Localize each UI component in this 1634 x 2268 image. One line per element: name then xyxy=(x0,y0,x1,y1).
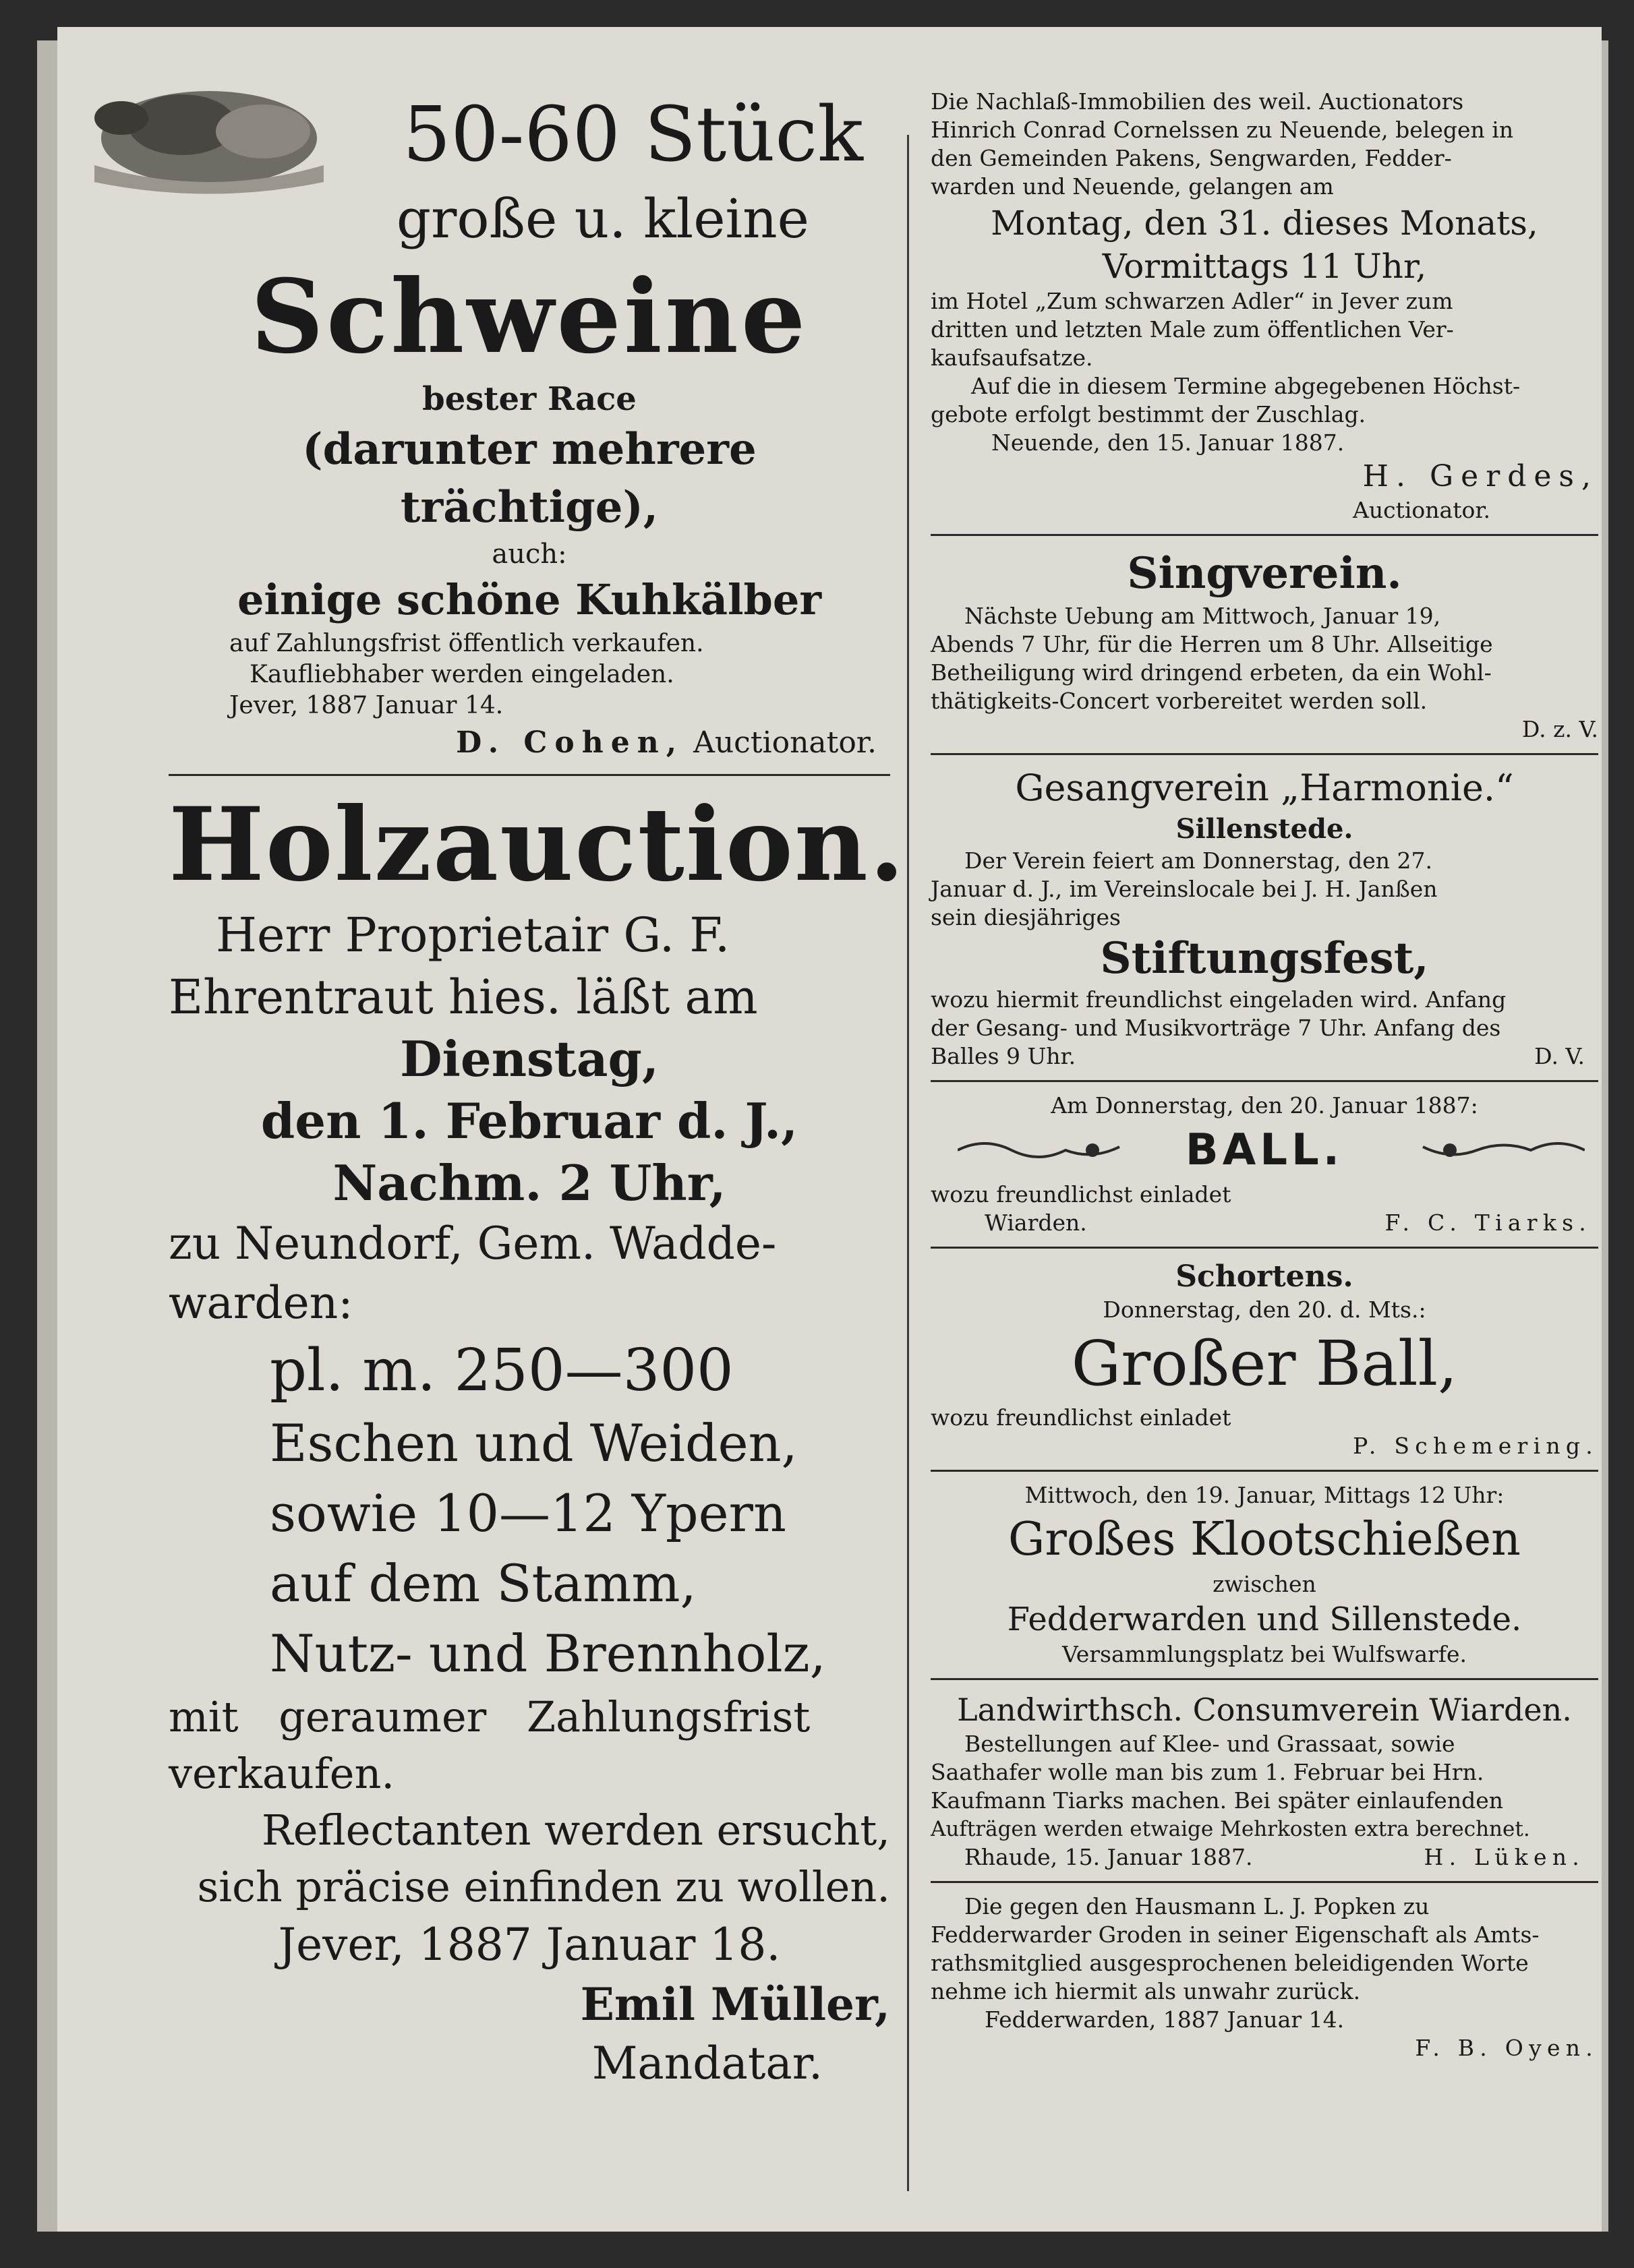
estate-auction-ad xyxy=(931,88,1598,525)
ball-ad xyxy=(931,1092,1598,1237)
ad-line: wozu hiermit freundlichst eingeladen wird. Anfang xyxy=(931,986,1507,1013)
ad-line: Januar d. J., im Vereinslocale bei J. H. Janßen xyxy=(931,876,1438,902)
ornament-left-icon xyxy=(958,1133,1126,1167)
ad-line: Aufträgen werden etwaige Mehrkosten extra berechnet. xyxy=(931,1817,1530,1841)
ad-place: Schortens. xyxy=(1175,1259,1353,1294)
pig-auction-ad xyxy=(169,88,890,765)
ad-date: Vormittags 11 Uhr, xyxy=(1102,247,1427,286)
ad-signature: Emil Müller, xyxy=(580,1978,890,2031)
ad-line: Nutz- und Brennholz, xyxy=(270,1623,826,1683)
ad-role: Auctionator. xyxy=(1353,497,1490,523)
ad-line: (darunter mehrere trächtige), xyxy=(302,424,757,533)
headline: 50-60 Stück xyxy=(403,91,863,179)
ad-line: im Hotel „Zum schwarzen Adler“ in Jever zum xyxy=(931,288,1453,314)
ad-signature-line: Rhaude, 15. Januar 1887. H. Lüken. xyxy=(964,1844,1585,1870)
ad-line: gebote erfolgt bestimmt der Zuschlag. xyxy=(931,401,1366,427)
ad-line: Fedderwarder Groden in seiner Eigenschaft als Amts- xyxy=(931,1921,1540,1948)
ad-title: Gesangverein „Harmonie.“ xyxy=(1015,767,1514,809)
ad-line: sich präcise einfinden zu wollen. xyxy=(197,1862,890,1911)
ad-line: warden: xyxy=(169,1277,353,1329)
ad-line: sowie 10—12 Ypern xyxy=(270,1483,786,1543)
ad-separator xyxy=(931,1881,1598,1883)
ad-separator xyxy=(931,753,1598,755)
ad-signature: F. B. Oyen. xyxy=(1415,2035,1598,2061)
left-column xyxy=(169,88,906,2093)
ad-signature: D. Cohen, Auctionator. xyxy=(456,725,877,760)
ad-title: Schweine xyxy=(250,258,809,376)
ad-line: Abends 7 Uhr, für die Herren um 8 Uhr. Allseitige xyxy=(931,631,1493,657)
ad-line: Die Nachlaß-Immobilien des weil. Auctionators xyxy=(931,88,1464,115)
ad-line: Balles 9 Uhr. D. V. xyxy=(931,1043,1585,1069)
ad-line: auf Zahlungsfrist öffentlich verkaufen. xyxy=(229,630,704,657)
ad-line: auch: xyxy=(492,539,567,570)
ad-separator xyxy=(931,534,1598,536)
ad-place: Neuende, den 15. Januar 1887. xyxy=(991,429,1345,456)
ad-line: nehme ich hiermit als unwahr zurück. xyxy=(931,1978,1361,2004)
consumverein-ad xyxy=(931,1690,1598,1872)
ad-line: rathsmitglied ausgesprochenen beleidigenden Worte xyxy=(931,1950,1529,1976)
ad-place: Sillenstede. xyxy=(1175,813,1353,845)
ad-title: BALL. xyxy=(1185,1125,1344,1175)
ad-line: Bestellungen auf Klee- und Grassaat, sowie xyxy=(964,1731,1455,1757)
ad-separator xyxy=(931,1678,1598,1680)
ad-line: kaufsaufsatze. xyxy=(931,345,1093,371)
klootschiessen-ad xyxy=(931,1481,1598,1669)
ad-event: Stiftungsfest, xyxy=(1100,933,1429,984)
ad-line: den 1. Februar d. J., xyxy=(260,1092,798,1150)
ad-line: Versammlungsplatz bei Wulfswarfe. xyxy=(1061,1641,1467,1667)
subheadline: große u. kleine xyxy=(396,187,809,250)
ad-signature: D. z. V. xyxy=(1521,716,1598,742)
ad-line: dritten und letzten Male zum öffentlichen Ver- xyxy=(931,316,1454,342)
ad-title: Holzauction. xyxy=(169,785,906,904)
ad-line: den Gemeinden Pakens, Sengwarden, Fedder- xyxy=(931,145,1452,171)
ad-line: der Gesang- und Musikvorträge 7 Uhr. Anfang des xyxy=(931,1015,1501,1041)
ad-line: Nächste Uebung am Mittwoch, Januar 19, xyxy=(964,603,1441,629)
ad-date: Montag, den 31. dieses Monats, xyxy=(991,204,1538,243)
ad-line: einige schöne Kuhkälber xyxy=(237,575,822,624)
ad-line: Nachm. 2 Uhr, xyxy=(332,1154,726,1212)
ad-line: mit geraumer Zahlungsfrist xyxy=(169,1692,811,1741)
ad-line: wozu freundlichst einladet xyxy=(931,1404,1231,1431)
ad-line: Eschen und Weiden, xyxy=(270,1413,798,1473)
ad-line: sein diesjähriges xyxy=(931,904,1121,930)
ad-line: warden und Neuende, gelangen am xyxy=(931,173,1334,200)
ad-line: Kaufliebhaber werden eingeladen. xyxy=(250,661,674,688)
ad-line: Saathafer wolle man bis zum 1. Februar bei Hrn. xyxy=(931,1759,1484,1785)
ad-line: Fedderwarden und Sillenstede. xyxy=(1007,1601,1522,1638)
ad-line: wozu freundlichst einladet xyxy=(931,1181,1231,1207)
ad-separator xyxy=(169,774,890,776)
singverein-ad xyxy=(931,545,1598,744)
ad-line: bester Race xyxy=(422,380,637,418)
ad-date: Mittwoch, den 19. Januar, Mittags 12 Uhr: xyxy=(1024,1482,1505,1508)
ad-line: Herr Proprietair G. F. xyxy=(216,907,730,963)
ad-separator xyxy=(931,1470,1598,1472)
ad-line: Die gegen den Hausmann L. J. Popken zu xyxy=(964,1893,1430,1919)
ad-line: Hinrich Conrad Cornelssen zu Neuende, belegen in xyxy=(931,117,1514,143)
ad-signature: H. Gerdes, xyxy=(1362,459,1598,494)
ad-signature: P. Schemering. xyxy=(1353,1433,1598,1459)
ad-line: Ehrentraut hies. läßt am xyxy=(169,969,758,1025)
ad-separator xyxy=(931,1080,1598,1082)
ad-line: zu Neundorf, Gem. Wadde- xyxy=(169,1218,777,1270)
wood-auction-ad xyxy=(169,785,906,2093)
ad-line: verkaufen. xyxy=(169,1749,395,1798)
ad-line: pl. m. 250—300 xyxy=(270,1337,734,1404)
ad-title: Singverein. xyxy=(1127,548,1402,599)
ad-line: Betheiligung wird dringend erbeten, da ein Wohl- xyxy=(931,659,1492,686)
ad-date: Am Donnerstag, den 20. Januar 1887: xyxy=(1051,1092,1478,1118)
ad-line: Der Verein feiert am Donnerstag, den 27. xyxy=(964,847,1432,874)
ad-date: Jever, 1887 Januar 14. xyxy=(229,692,504,719)
column-divider xyxy=(907,135,909,2191)
ad-line: Reflectanten werden ersucht, xyxy=(262,1806,890,1855)
ad-signature-line: Wiarden. F. C. Tiarks. xyxy=(985,1210,1592,1236)
ad-date: Donnerstag, den 20. d. Mts.: xyxy=(1103,1296,1426,1323)
harmonie-ad xyxy=(931,765,1598,1071)
ad-line: auf dem Stamm, xyxy=(270,1553,697,1613)
retraction-notice xyxy=(931,1892,1598,2062)
ad-place: Fedderwarden, 1887 Januar 14. xyxy=(985,2006,1345,2033)
ad-title: Großer Ball, xyxy=(1071,1327,1458,1400)
right-column xyxy=(931,88,1598,2062)
ad-line: thätigkeits-Concert vorbereitet werden soll. xyxy=(931,688,1428,714)
ornament-right-icon xyxy=(1416,1133,1585,1167)
ad-title: Landwirthsch. Consumverein Wiarden. xyxy=(957,1692,1572,1728)
schortens-ball-ad xyxy=(931,1258,1598,1460)
ad-role: Mandatar. xyxy=(591,2037,823,2089)
ad-line: Auf die in diesem Termine abgegebenen Höchst- xyxy=(971,373,1521,399)
ad-line: Kaufmann Tiarks machen. Bei später einlaufenden xyxy=(931,1787,1503,1814)
ad-date: Jever, 1887 Januar 18. xyxy=(278,1919,781,1971)
ad-separator xyxy=(931,1247,1598,1249)
ad-title: Großes Klootschießen xyxy=(1008,1513,1521,1566)
ad-line: Dienstag, xyxy=(400,1030,659,1087)
ad-line: zwischen xyxy=(1213,1571,1316,1597)
